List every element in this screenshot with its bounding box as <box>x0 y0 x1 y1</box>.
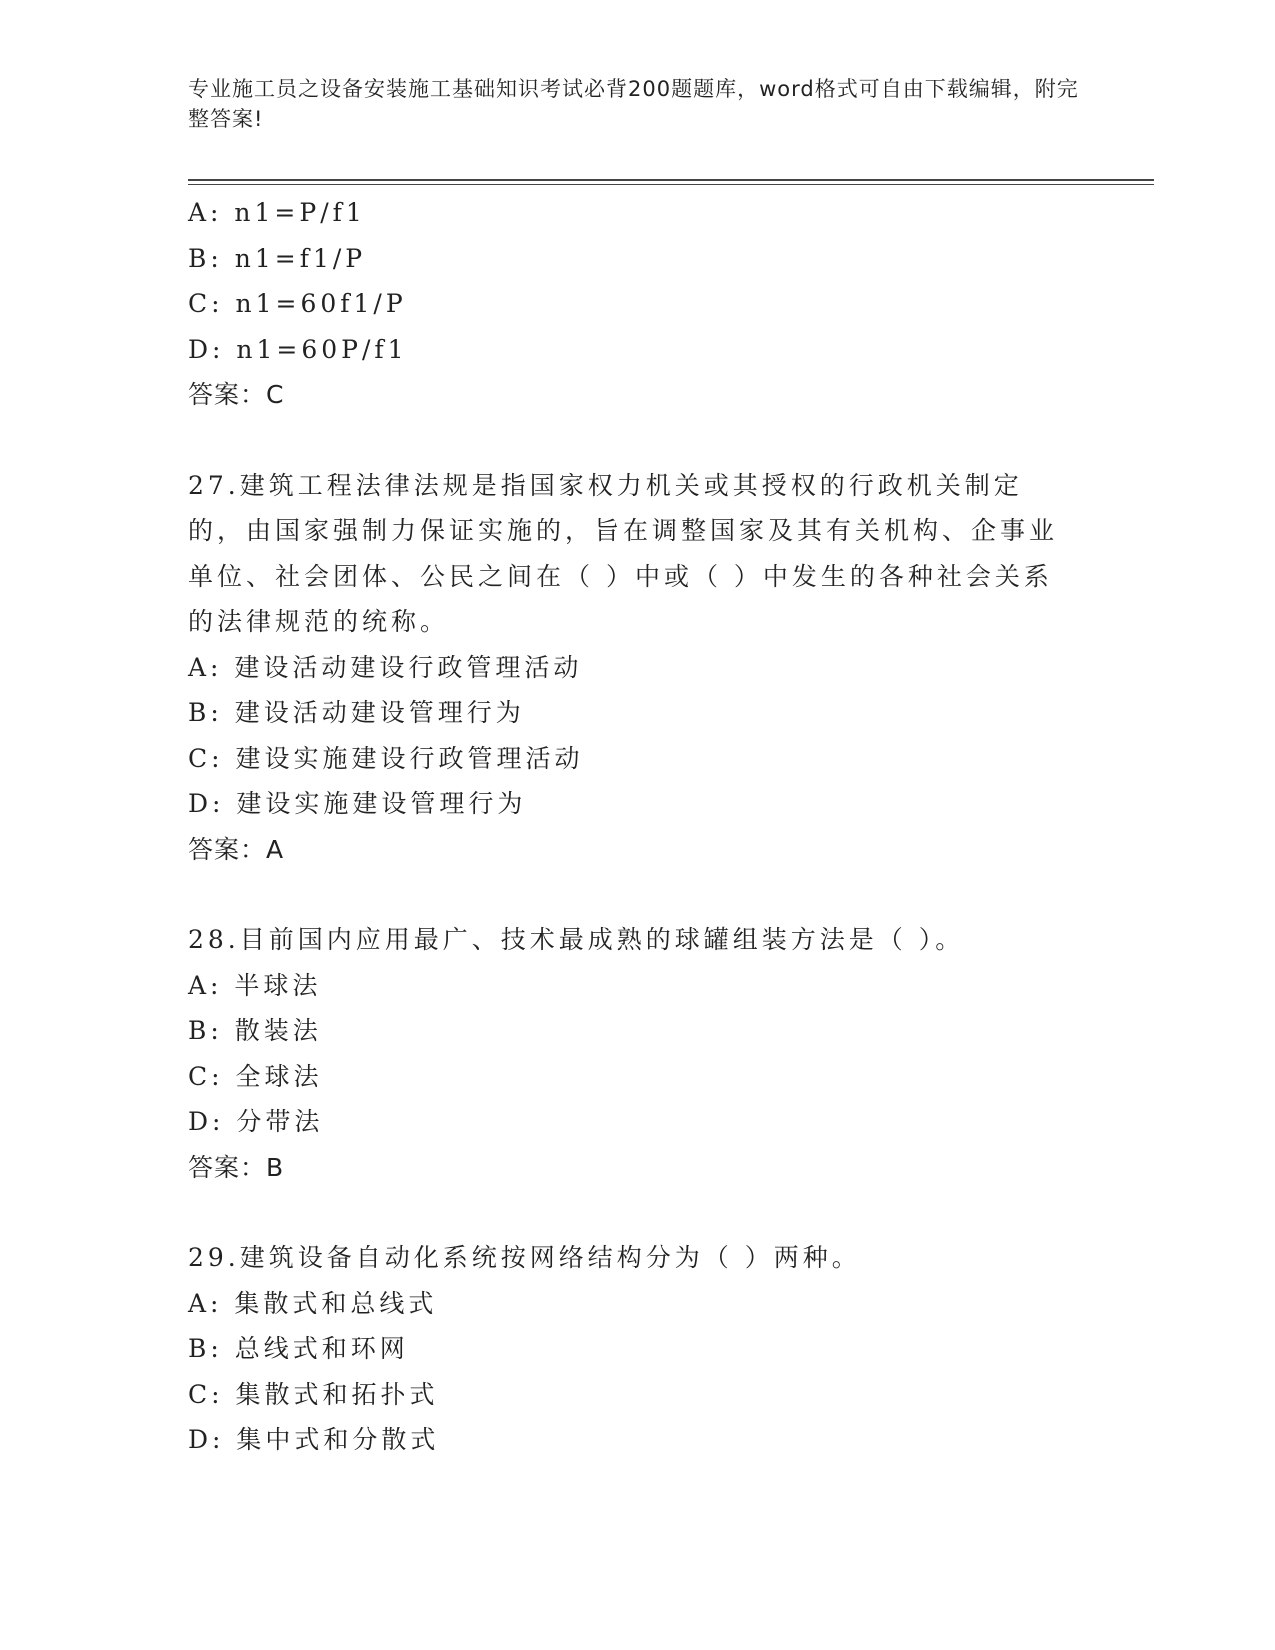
option-d: D: 建设实施建设管理行为 <box>188 789 527 818</box>
option-c: C: n1=60f1/P <box>188 289 407 318</box>
question-28 <box>188 917 1068 1190</box>
option-d: D: 集中式和分散式 <box>188 1425 440 1454</box>
header-rule-thick <box>188 179 1154 181</box>
option-c: C: 全球法 <box>188 1061 323 1091</box>
option-a: A: n1=P/f1 <box>188 198 366 227</box>
document-header: 专业施工员之设备安装施工基础知识考试必背200题题库，word格式可自由下载编辑，附完整答案! <box>188 77 1079 131</box>
question-stem: 27.建筑工程法律法规是指国家权力机关或其授权的行政机关制定的，由国家强制力保证实施的，旨在调整国家及其有关机构、企事业单位、社会团体、公民之间在（ ）中或（ ）中发生的各种社会关系的法律规范的统称。 <box>188 470 1059 636</box>
option-b: B: 总线式和环网 <box>188 1334 409 1363</box>
question-stem: 28.目前国内应用最广、技术最成熟的球罐组装方法是（ ）。 <box>188 925 965 954</box>
question-27 <box>188 463 1068 873</box>
option-a: A: 半球法 <box>188 970 322 1000</box>
option-d: D: n1=60P/f1 <box>188 334 408 364</box>
option-a: A: 集散式和总线式 <box>188 1288 438 1318</box>
question-stem: 29.建筑设备自动化系统按网络结构分为（ ）两种。 <box>188 1243 861 1272</box>
option-b: B: 建设活动建设管理行为 <box>188 698 525 727</box>
option-a: A: 建设活动建设行政管理活动 <box>188 652 583 682</box>
answer: 答案：A <box>188 834 285 864</box>
option-c: C: 集散式和拓扑式 <box>188 1379 439 1409</box>
header-rule-thin <box>188 184 1154 185</box>
option-d: D: 分带法 <box>188 1107 324 1136</box>
option-c: C: 建设实施建设行政管理活动 <box>188 743 584 773</box>
question-29 <box>188 1235 1068 1463</box>
option-b: B: n1=f1/P <box>188 243 367 273</box>
question-content <box>188 190 1068 1463</box>
answer: 答案：B <box>188 1152 285 1182</box>
answer: 答案：C <box>188 380 285 409</box>
question-26 <box>188 190 1068 418</box>
option-b: B: 散装法 <box>188 1016 322 1045</box>
